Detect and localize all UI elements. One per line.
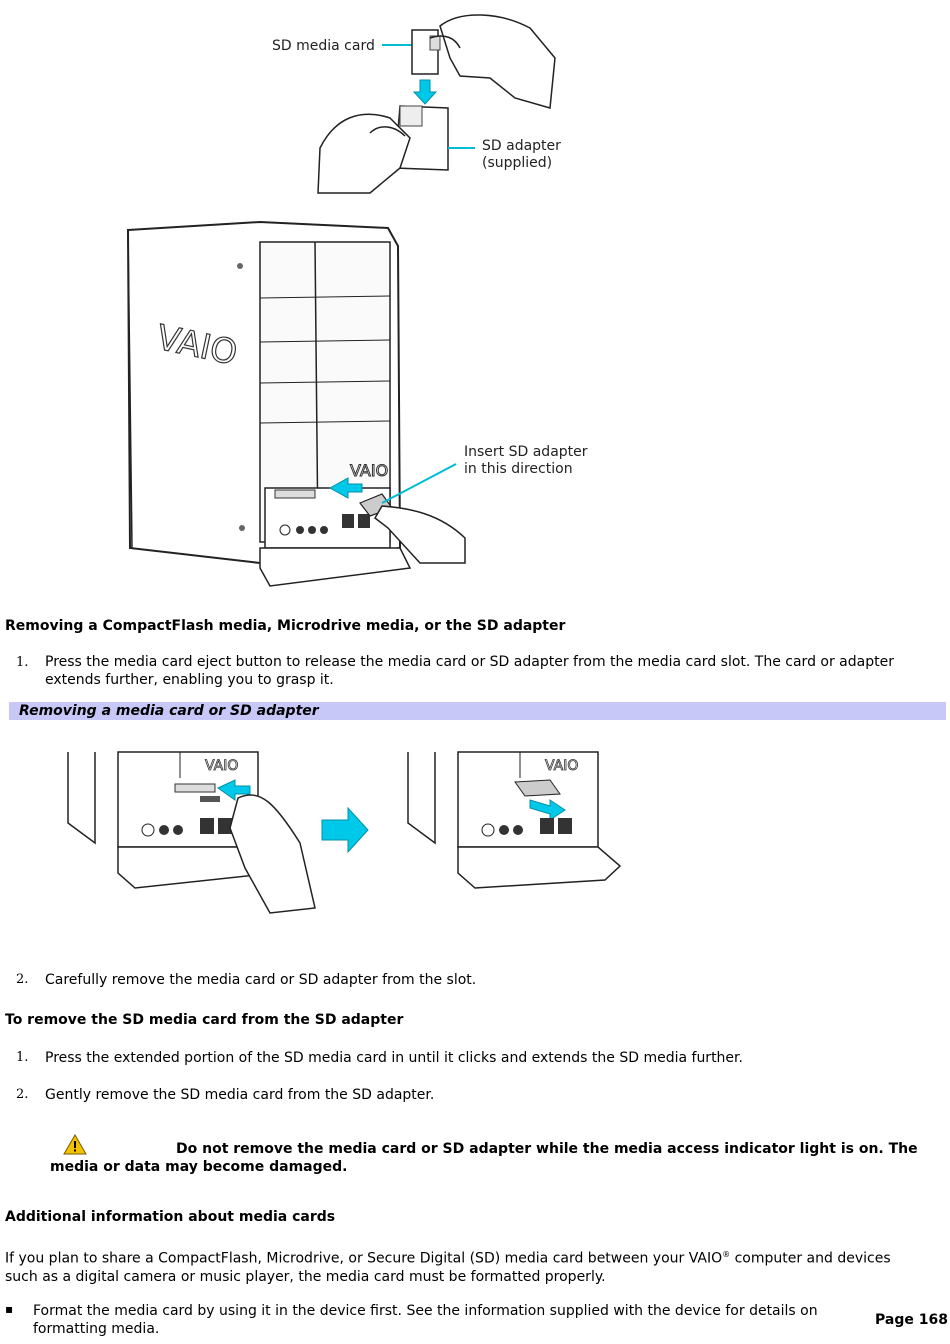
warning-text: Do not remove the media card or SD adapter while the media access indicator light is on. The media or data may become damaged. xyxy=(50,1141,918,1175)
callout-insert-line1: Insert SD adapter xyxy=(464,444,588,460)
section-heading-sd-adapter: To remove the SD media card from the SD adapter xyxy=(5,1012,404,1028)
page-number: Page 168 xyxy=(875,1312,948,1328)
step-number: 2. xyxy=(16,972,29,987)
media-card-removal-illustration xyxy=(60,748,630,923)
section-heading-additional-info: Additional information about media cards xyxy=(5,1209,336,1225)
step-text: Carefully remove the media card or SD adapter from the slot. xyxy=(45,972,477,988)
vaio-tower-insert-adapter-illustration xyxy=(120,218,600,596)
section-heading-removing: Removing a CompactFlash media, Microdrive media, or the SD adapter xyxy=(5,618,566,634)
square-bullet-icon: ▪ xyxy=(5,1302,14,1316)
step-text: Gently remove the SD media card from the SD adapter. xyxy=(45,1087,435,1103)
step-number: 1. xyxy=(16,1050,29,1065)
figure-caption-text: Removing a media card or SD adapter xyxy=(19,703,319,719)
next-step-arrow-icon xyxy=(322,808,368,852)
vaio-side-logo: VAIO xyxy=(153,317,241,374)
removal-step-before xyxy=(68,752,315,913)
bullet-item: Format the media card by using it in the device first. See the information supplied with the device for details on formatting media. xyxy=(33,1303,818,1337)
step-number: 2. xyxy=(16,1087,29,1102)
sd-card-into-adapter-illustration xyxy=(260,8,580,198)
step-text: Press the media card eject button to release the media card or SD adapter from the media card slot. The card or adapter extends further, enabling you to grasp it. xyxy=(45,654,894,688)
removal-step-after xyxy=(408,752,620,888)
warning-message xyxy=(50,1140,930,1176)
vaio-front-logo: VAIO xyxy=(350,461,389,480)
callout-supplied: (supplied) xyxy=(482,155,553,171)
callout-sd-media-card: SD media card xyxy=(272,38,375,54)
vaio-front-logo: VAIO xyxy=(545,758,579,774)
vaio-front-logo: VAIO xyxy=(205,758,239,774)
step-text: Press the extended portion of the SD media card in until it clicks and extends the SD media further. xyxy=(45,1050,743,1066)
callout-sd-adapter: SD adapter xyxy=(482,138,561,154)
info-paragraph: If you plan to share a CompactFlash, Microdrive, or Secure Digital (SD) media card between your VAIO® computer and devices such as a digital camera or music player, the media card must be formatted properly. xyxy=(5,1250,891,1285)
step-number: 1. xyxy=(16,655,29,670)
callout-insert-line2: in this direction xyxy=(464,461,573,477)
figure-caption-banner xyxy=(9,702,946,720)
registered-mark: ® xyxy=(722,1250,731,1259)
